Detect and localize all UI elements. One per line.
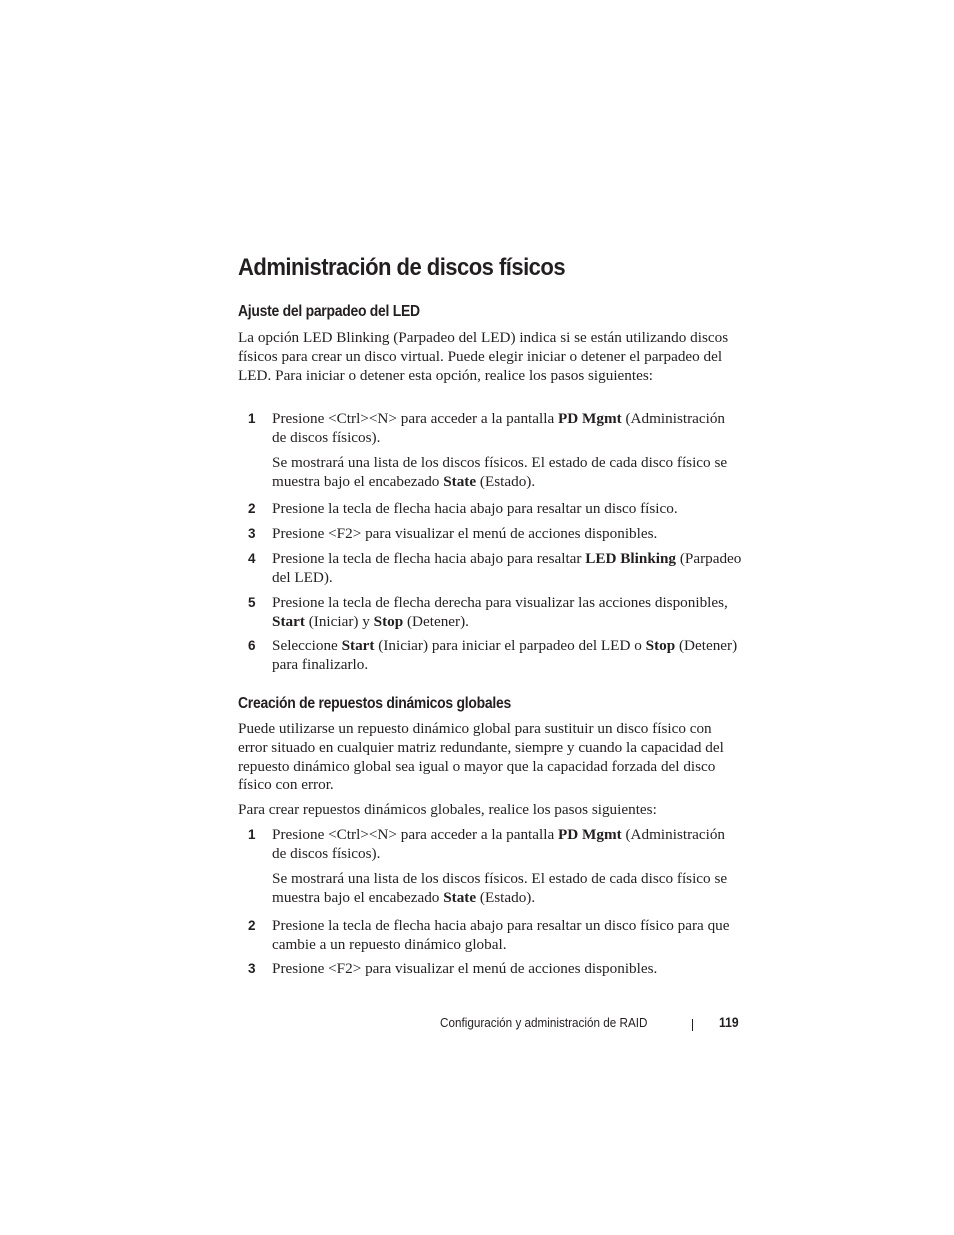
step-text: Seleccione Start (Iniciar) para iniciar el parpadeo del LED o Stop (Detener) para finalizarlo.	[272, 637, 738, 673]
step-text: Presione <F2> para visualizar el menú de acciones disponibles.	[272, 960, 658, 977]
step-number: 2	[248, 918, 256, 933]
step-text: Presione <F2> para visualizar el menú de acciones disponibles.	[272, 525, 658, 542]
step-note: Se mostrará una lista de los discos físicos. El estado de cada disco físico se muestra bajo el encabezado State (Estado).	[272, 454, 728, 490]
step-text: Presione <Ctrl><N> para acceder a la pantalla PD Mgmt (Administración de discos físicos).	[272, 826, 726, 862]
step-number: 3	[248, 961, 256, 976]
page-number: 119	[719, 1015, 739, 1030]
section-heading-led: Ajuste del parpadeo del LED	[238, 303, 420, 320]
section-intro-hotspare-2: Para crear repuestos dinámicos globales, realice los pasos siguientes:	[238, 801, 657, 818]
page-title: Administración de discos físicos	[238, 254, 566, 281]
step-number: 1	[248, 827, 256, 842]
step-number: 6	[248, 638, 256, 653]
step-number: 4	[248, 551, 256, 566]
footer-chapter-title: Configuración y administración de RAID	[440, 1015, 648, 1030]
step-text: Presione la tecla de flecha derecha para visualizar las acciones disponibles, Start (Iniciar) y Stop (Detener).	[272, 594, 728, 630]
step-number: 5	[248, 595, 256, 610]
step-text: Presione la tecla de flecha hacia abajo para resaltar un disco físico para que cambie a un repuesto dinámico global.	[272, 917, 730, 953]
step-number: 2	[248, 501, 256, 516]
step-text: Presione la tecla de flecha hacia abajo para resaltar un disco físico.	[272, 500, 678, 517]
section-intro-led: La opción LED Blinking (Parpadeo del LED) indica si se están utilizando discos físicos para crear un disco virtual. Puede elegir iniciar o detener el parpadeo del LED. Para iniciar o detener esta opción, realice los pasos siguientes:	[238, 329, 729, 384]
step-note: Se mostrará una lista de los discos físicos. El estado de cada disco físico se muestra bajo el encabezado State (Estado).	[272, 870, 728, 906]
footer-separator	[692, 1019, 693, 1031]
section-heading-hotspare: Creación de repuestos dinámicos globales	[238, 695, 511, 712]
section-intro-hotspare: Puede utilizarse un repuesto dinámico global para sustituir un disco físico con error situado en cualquier matriz redundante, siempre y cuando la capacidad del repuesto dinámico global sea igual o mayor que la capacidad forzada del disco físico con error.	[238, 720, 724, 794]
step-number: 1	[248, 411, 256, 426]
step-number: 3	[248, 526, 256, 541]
step-text: Presione <Ctrl><N> para acceder a la pantalla PD Mgmt (Administración de discos físicos).	[272, 410, 726, 446]
step-text: Presione la tecla de flecha hacia abajo para resaltar LED Blinking (Parpadeo del LED).	[272, 550, 742, 586]
